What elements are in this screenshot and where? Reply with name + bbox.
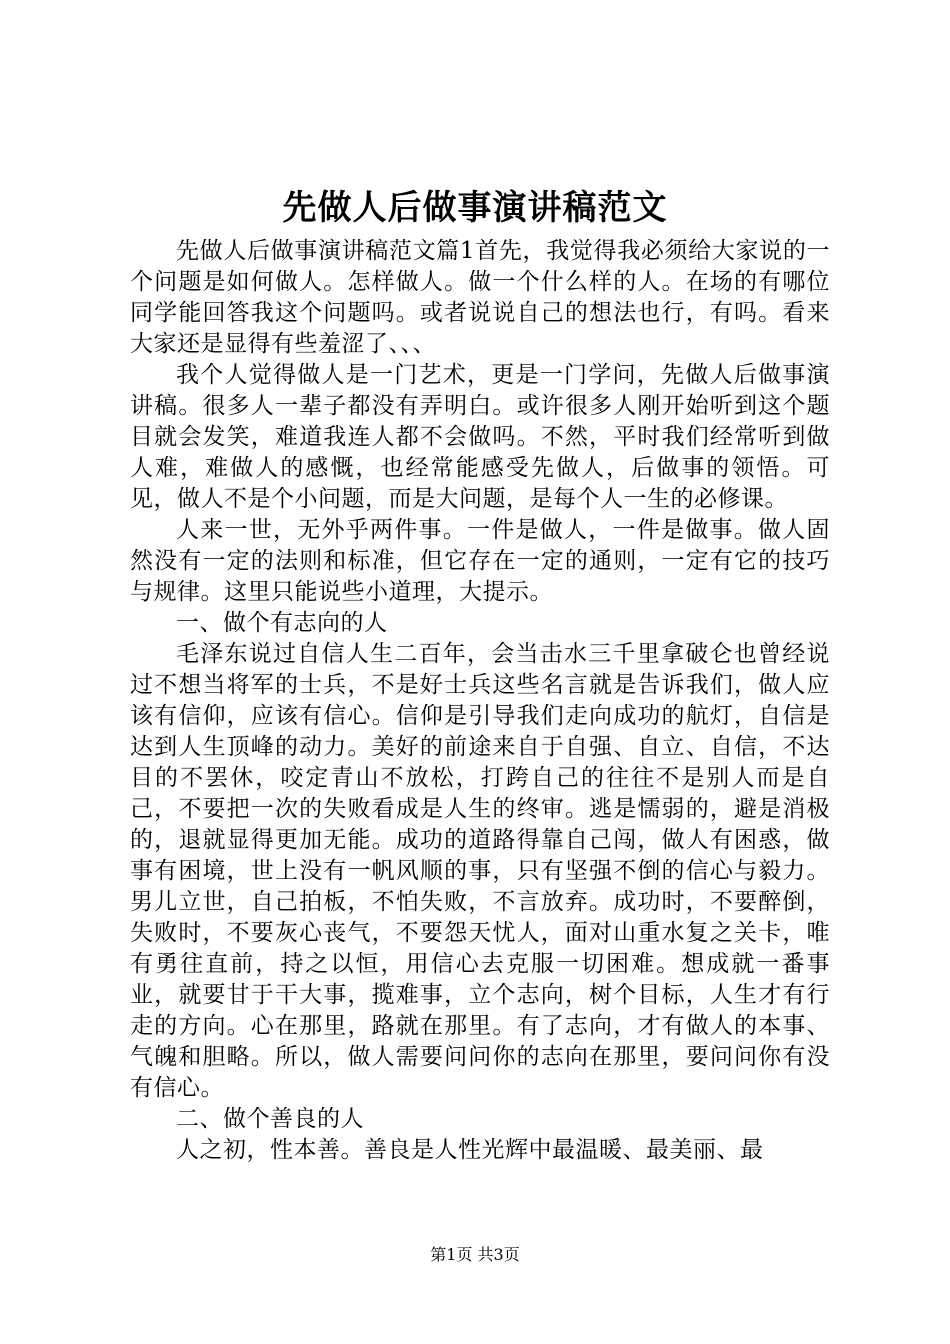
paragraph-5: 人之初，性本善。善良是人性光辉中最温暖、最美丽、最 bbox=[176, 1137, 764, 1163]
paragraph-2: 我个人觉得做人是一门艺术，更是一门学问，先做人后做事演讲稿。很多人一辈子都没有弄明白。或许很多人刚开始听到这个题目就会发笑，难道我连人都不会做吗。不然，平时我们经常听到做人难，难做人的感慨，也经常能感受先做人，后做事的领悟。可见，做人不是个小问题，而是大问题，是每个人一生的必修课。 bbox=[130, 362, 830, 512]
paragraph-1: 先做人后做事演讲稿范文篇1首先，我觉得我必须给大家说的一个问题是如何做人。怎样做人。做一个什么样的人。在场的有哪位同学能回答我这个问题吗。或者说说自己的想法也行，有吗。看来大家还是显得有些羞涩了、、、 bbox=[130, 238, 830, 357]
page-footer: 第1页 共3页 bbox=[430, 1245, 520, 1264]
document-body bbox=[130, 236, 830, 1166]
section-heading-2: 二、做个善良的人 bbox=[176, 1106, 364, 1132]
paragraph-4: 毛泽东说过自信人生二百年，会当击水三千里拿破仑也曾经说过不想当将军的士兵，不是好士兵这些名言就是告诉我们，做人应该有信仰，应该有信心。信仰是引导我们走向成功的航灯，自信是达到人生顶峰的动力。美好的前途来自于自强、自立、自信，不达目的不罢休，咬定青山不放松，打跨自己的往往不是别人而是自己，不要把一次的失败看成是人生的终审。逃是懦弱的，避是消极的，退就显得更加无能。成功的道路得靠自己闯，做人有困惑，做事有困境，世上没有一帆风顺的事，只有坚强不倒的信心与毅力。男儿立世，自己拍板，不怕失败，不言放弃。成功时，不要醉倒，失败时，不要灰心丧气，不要怨天忧人，面对山重水复之关卡，唯有勇往直前，持之以恒，用信心去克服一切困难。想成就一番事业，就要甘于干大事，揽难事，立个志向，树个目标，人生才有行走的方向。心在那里，路就在那里。有了志向，才有做人的本事、气魄和胆略。所以，做人需要问问你的志向在那里，要问问你有没有信心。 bbox=[130, 641, 830, 1101]
document-title: 先做人后做事演讲稿范文 bbox=[282, 188, 668, 228]
section-heading-1: 一、做个有志向的人 bbox=[176, 610, 388, 636]
paragraph-3: 人来一世，无外乎两件事。一件是做人，一件是做事。做人固然没有一定的法则和标准，但它存在一定的通则，一定有它的技巧与规律。这里只能说些小道理，大提示。 bbox=[130, 517, 830, 605]
